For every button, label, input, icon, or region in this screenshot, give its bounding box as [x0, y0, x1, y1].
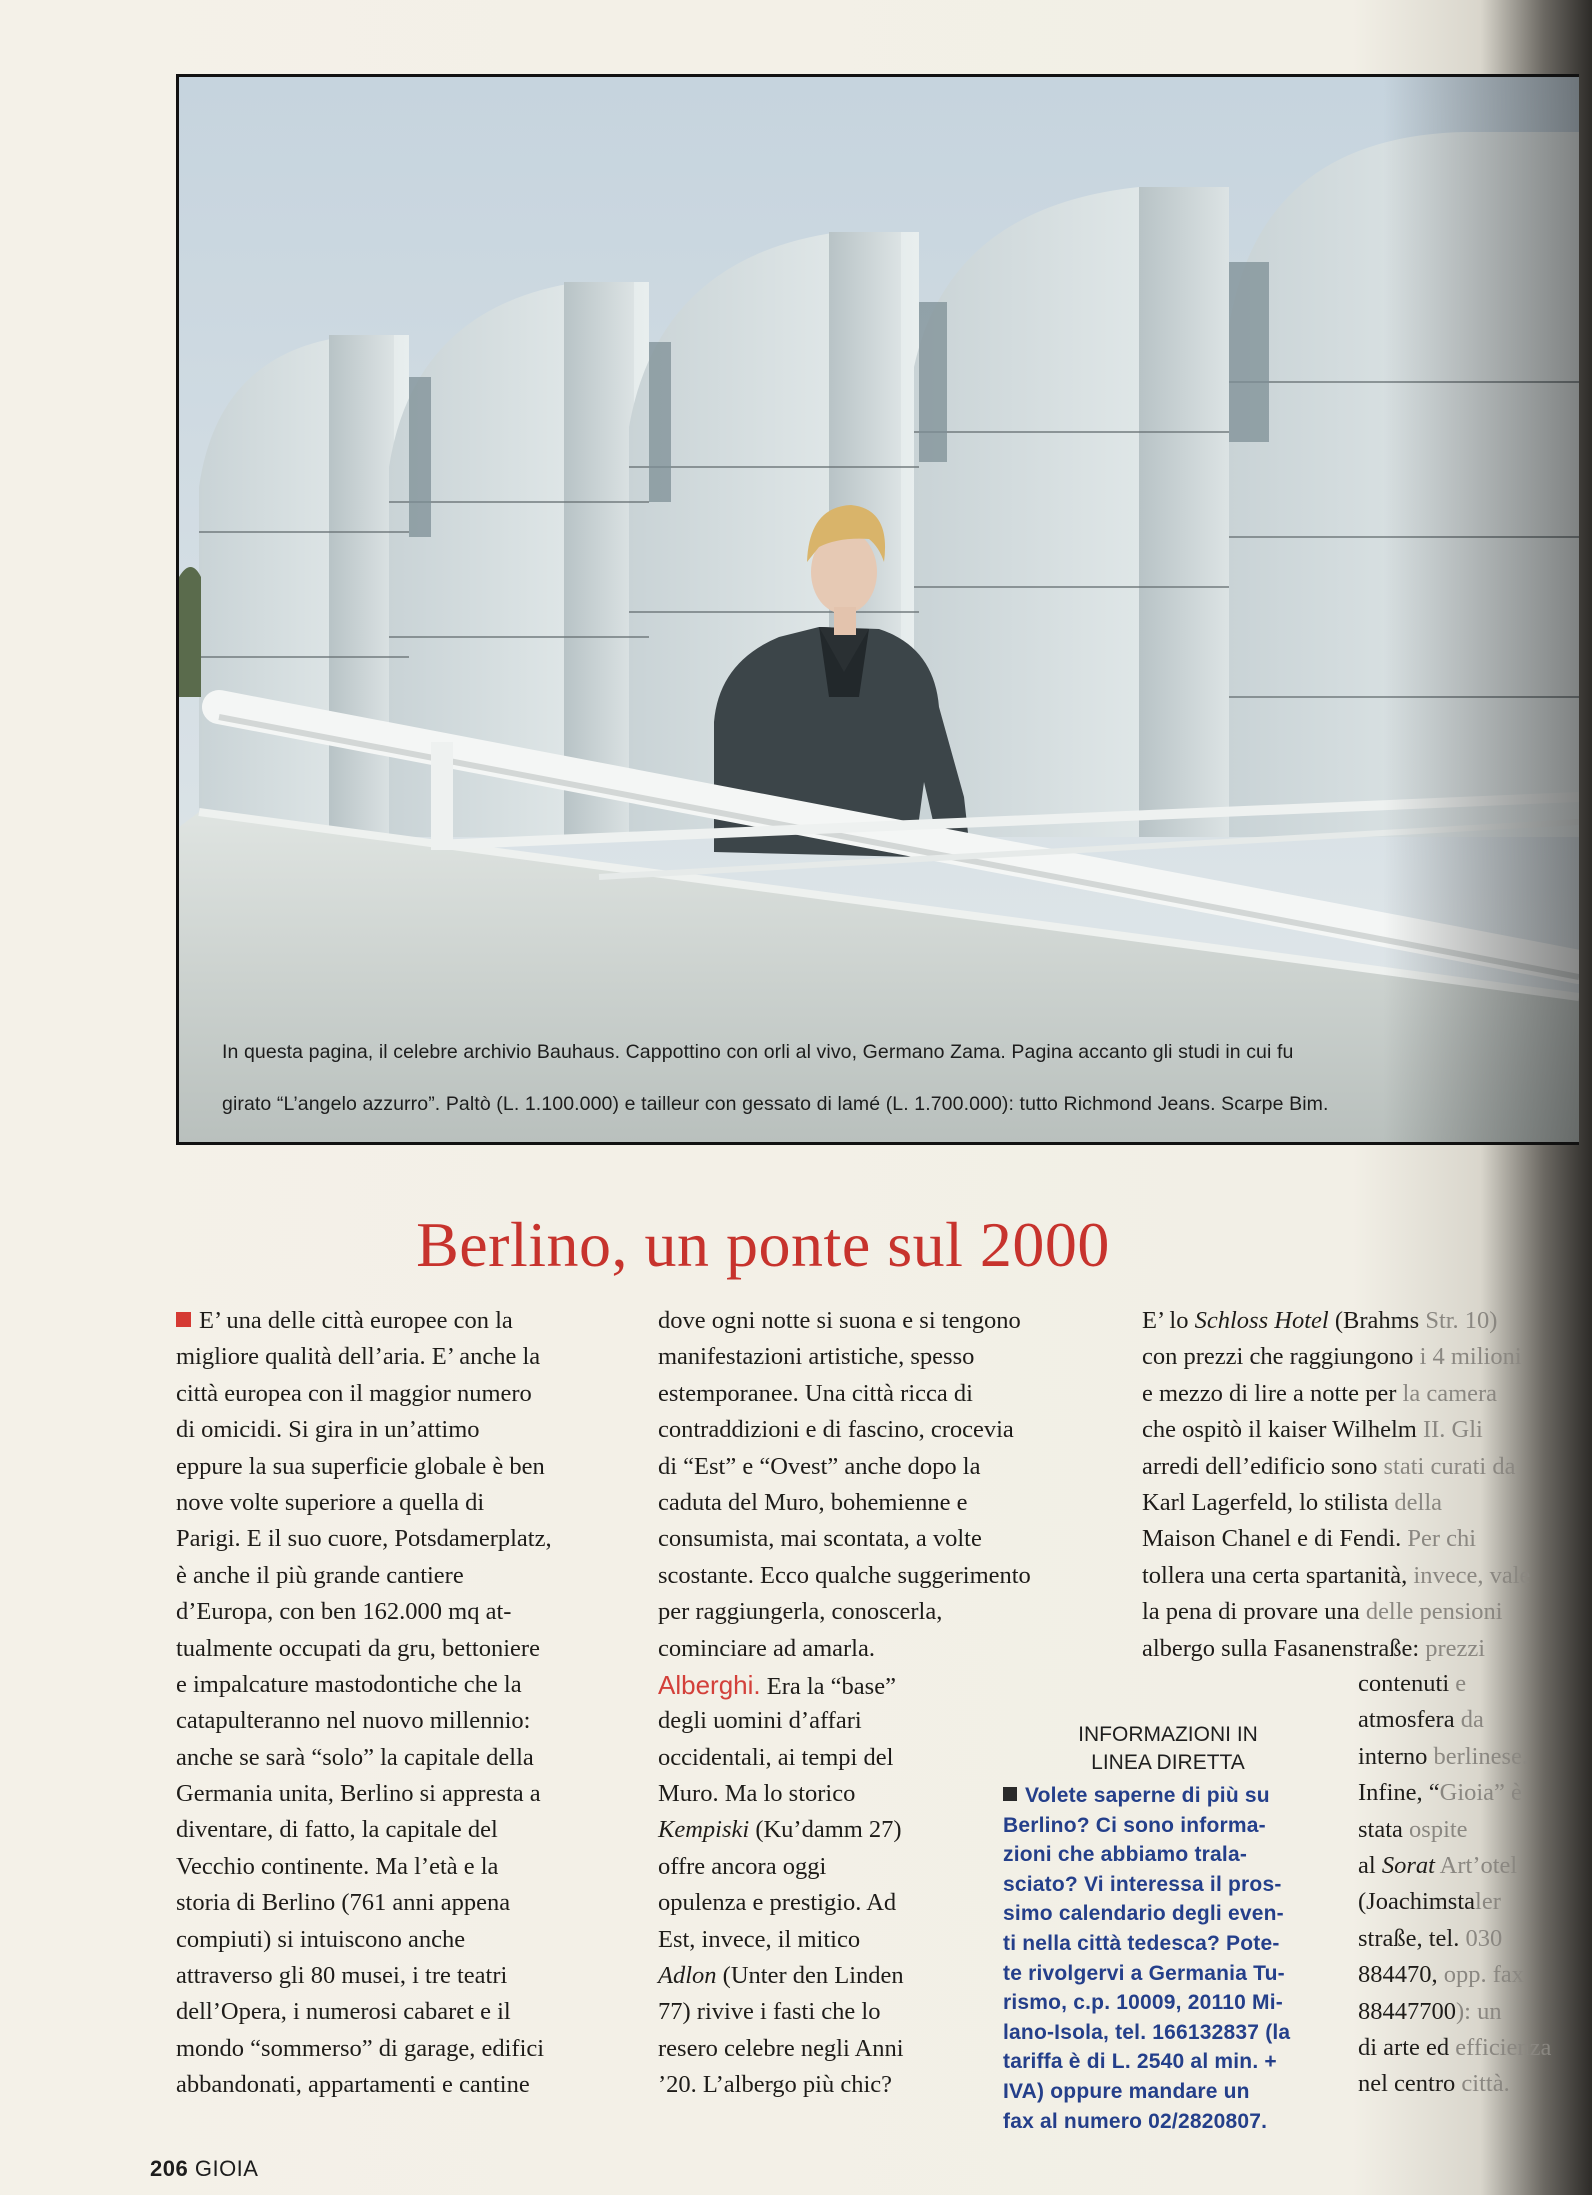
text-line: estemporanee. Una città ricca di [658, 1379, 973, 1407]
info-line: rismo, c.p. 10009, 20110 Mi- [1003, 1991, 1283, 2015]
info-line: sciato? Vi interessa il pros- [1003, 1872, 1282, 1896]
text-line: Parigi. E il suo cuore, Potsdamerplatz, [176, 1525, 552, 1553]
text-line: con prezzi che raggiungono i 4 milioni [1142, 1343, 1522, 1371]
text-line: la pena di provare una delle pensioni [1142, 1598, 1503, 1626]
section-alberghi-line: Alberghi. Era la “base” [658, 1669, 896, 1700]
info-box [1003, 1721, 1333, 2136]
text-line: Muro. Ma lo storico [658, 1780, 856, 1808]
text-line: di arte ed efficienza [1358, 2033, 1552, 2061]
page-number: 206 [150, 2156, 189, 2181]
info-line: te rivolgervi a Germania Tu- [1003, 1961, 1285, 1985]
text-line: scostante. Ecco qualche suggerimento [658, 1561, 1031, 1589]
text-line: occidentali, ai tempi del [658, 1743, 894, 1771]
text-line: anche se sarà “solo” la capitale della [176, 1743, 534, 1771]
adlon-line: Adlon (Unter den Linden [658, 1962, 904, 1990]
text-line: offre ancora oggi [658, 1852, 827, 1880]
red-square-bullet-icon [176, 1312, 191, 1327]
info-line: ti nella città tedesca? Pote- [1003, 1931, 1280, 1955]
text-line: interno berlinese. [1358, 1742, 1529, 1770]
article-column-1 [176, 1303, 616, 2104]
text-line: 77) rivive i fasti che lo [658, 1998, 881, 2026]
text-line: migliore qualità dell’aria. E’ anche la [176, 1343, 541, 1371]
col2-intro [658, 1303, 1078, 1667]
text-line: Infine, “Gioia” è [1358, 1779, 1522, 1807]
text-line: dove ogni notte si suona e si tengono [658, 1307, 1021, 1334]
text-line: opulenza e prestigio. Ad [658, 1889, 897, 1917]
text-line: d’Europa, con ben 162.000 mq at- [176, 1598, 512, 1626]
dark-square-bullet-icon [1003, 1787, 1017, 1801]
text-line: abbandonati, appartamenti e cantine [176, 2071, 530, 2099]
text-line: 88447700): un [1358, 1997, 1502, 2025]
text-line: per raggiungerla, conoscerla, [658, 1598, 943, 1626]
info-line: Volete saperne di più su [1003, 1781, 1333, 1811]
page-footer [150, 2156, 258, 2182]
article-column-3 [1142, 1303, 1542, 1667]
text-line: caduta del Muro, bohemienne e [658, 1488, 968, 1516]
info-line: fax al numero 02/2820807. [1003, 2109, 1268, 2133]
text-line: Maison Chanel e di Fendi. Per chi [1142, 1525, 1477, 1553]
bauhaus-photo [176, 74, 1579, 1145]
section-heading-alberghi: Alberghi. [658, 1669, 761, 1700]
text-line: manifestazioni artistiche, spesso [658, 1343, 975, 1371]
text-line: E’ una delle città europee con la [176, 1303, 616, 1339]
text-line: resero celebre negli Anni [658, 2034, 904, 2062]
hotel-name-kempiski: Kempiski [658, 1816, 750, 1844]
hotel-name-adlon: Adlon [658, 1962, 717, 1990]
text-line: storia di Berlino (761 anni appena [176, 1889, 511, 1917]
text-line: Vecchio continente. Ma l’età e la [176, 1852, 499, 1880]
photo-caption-line-2: girato “L’angelo azzurro”. Paltò (L. 1.100.000) e tailleur con gessato di lamé (L. 1.700.000): tutto Richmond Jeans. Scarpe Bim. [222, 1093, 1329, 1115]
photo-caption-line-1: In questa pagina, il celebre archivio Bauhaus. Cappottino con orli al vivo, Germano Zama. Pagina accanto gli studi in cui fu [222, 1041, 1294, 1063]
text-line: contenuti e [1358, 1670, 1467, 1697]
text-line: attraverso gli 80 musei, i tre teatri [176, 1962, 508, 1990]
text-line: eppure la sua superficie globale è ben [176, 1452, 545, 1480]
text-line: albergo sulla Fasanenstraße: prezzi [1142, 1634, 1486, 1662]
text-line: diventare, di fatto, la capitale del [176, 1816, 498, 1844]
text-line: cominciare ad amarla. [658, 1634, 875, 1662]
info-box-title: INFORMAZIONI IN LINEA DIRETTA [1078, 1723, 1258, 1774]
text-line: ’20. L’albergo più chic? [658, 2071, 893, 2099]
text-line: Karl Lagerfeld, lo stilista della [1142, 1488, 1443, 1516]
text-line: di omicidi. Si gira in un’attimo [176, 1416, 480, 1444]
text-line: tualmente occupati da gru, bettoniere [176, 1634, 540, 1662]
text-line: di “Est” e “Ovest” anche dopo la [658, 1452, 981, 1480]
info-line: tariffa è di L. 2540 al min. + [1003, 2050, 1277, 2074]
bauhaus-archive-illustration [179, 77, 1579, 1142]
text-line: città europea con il maggior numero [176, 1379, 532, 1407]
hotel-name-schloss: Schloss Hotel [1194, 1307, 1329, 1334]
text-line: stata ospite [1358, 1815, 1468, 1843]
info-line: lano-Isola, tel. 166132837 (la [1003, 2020, 1291, 2044]
text-line: Germania unita, Berlino si appresta a [176, 1780, 541, 1808]
text-line: compiuti) si intuiscono anche [176, 1925, 466, 1953]
text-line: degli uomini d’affari [658, 1707, 862, 1735]
text-line: nel centro città. [1358, 2070, 1510, 2098]
info-line: Berlino? Ci sono informa- [1003, 1813, 1266, 1837]
text-line: tollera una certa spartanità, invece, vale [1142, 1561, 1531, 1589]
text-line: catapulteranno nel nuovo millennio: [176, 1707, 531, 1735]
text-line: consumista, mai scontata, a volte [658, 1525, 982, 1553]
info-box-body [1003, 1781, 1333, 2136]
text-line: mondo “sommerso” di garage, edifici [176, 2034, 545, 2062]
text-line: 884470, opp. fax [1358, 1961, 1525, 1989]
magazine-name: GIOIA [194, 2156, 259, 2181]
text-line: e mezzo di lire a notte per la camera [1142, 1379, 1498, 1407]
article-headline: Berlino, un ponte sul 2000 [416, 1209, 1110, 1280]
text-line: arredi dell’edificio sono stati curati da [1142, 1452, 1516, 1480]
text-line: dell’Opera, i numerosi cabaret e il [176, 1998, 511, 2026]
text-line: che ospitò il kaiser Wilhelm II. Gli [1142, 1416, 1483, 1444]
text-line: è anche il più grande cantiere [176, 1561, 464, 1589]
text-line: nove volte superiore a quella di [176, 1488, 485, 1516]
kempiski-line: Kempiski (Ku’damm 27) [658, 1816, 902, 1844]
text-line: straße, tel. 030 [1358, 1924, 1503, 1952]
text-line: atmosfera da [1358, 1706, 1484, 1734]
info-line: IVA) oppure mandare un [1003, 2079, 1250, 2103]
info-line: zioni che abbiamo trala- [1003, 1843, 1248, 1867]
text-line: e impalcature mastodontiche che la [176, 1670, 522, 1698]
text-line: (Joachimstaler [1358, 1888, 1501, 1916]
article-column-4 [1358, 1666, 1578, 2103]
text-line: contraddizioni e di fascino, crocevia [658, 1416, 1014, 1444]
text-line: Est, invece, il mitico [658, 1925, 861, 1953]
schloss-hotel-line: E’ lo Schloss Hotel (Brahms Str. 10) [1142, 1307, 1498, 1334]
info-line: simo calendario degli even- [1003, 1902, 1284, 1926]
text-line: al Sorat Art’otel [1358, 1851, 1518, 1879]
